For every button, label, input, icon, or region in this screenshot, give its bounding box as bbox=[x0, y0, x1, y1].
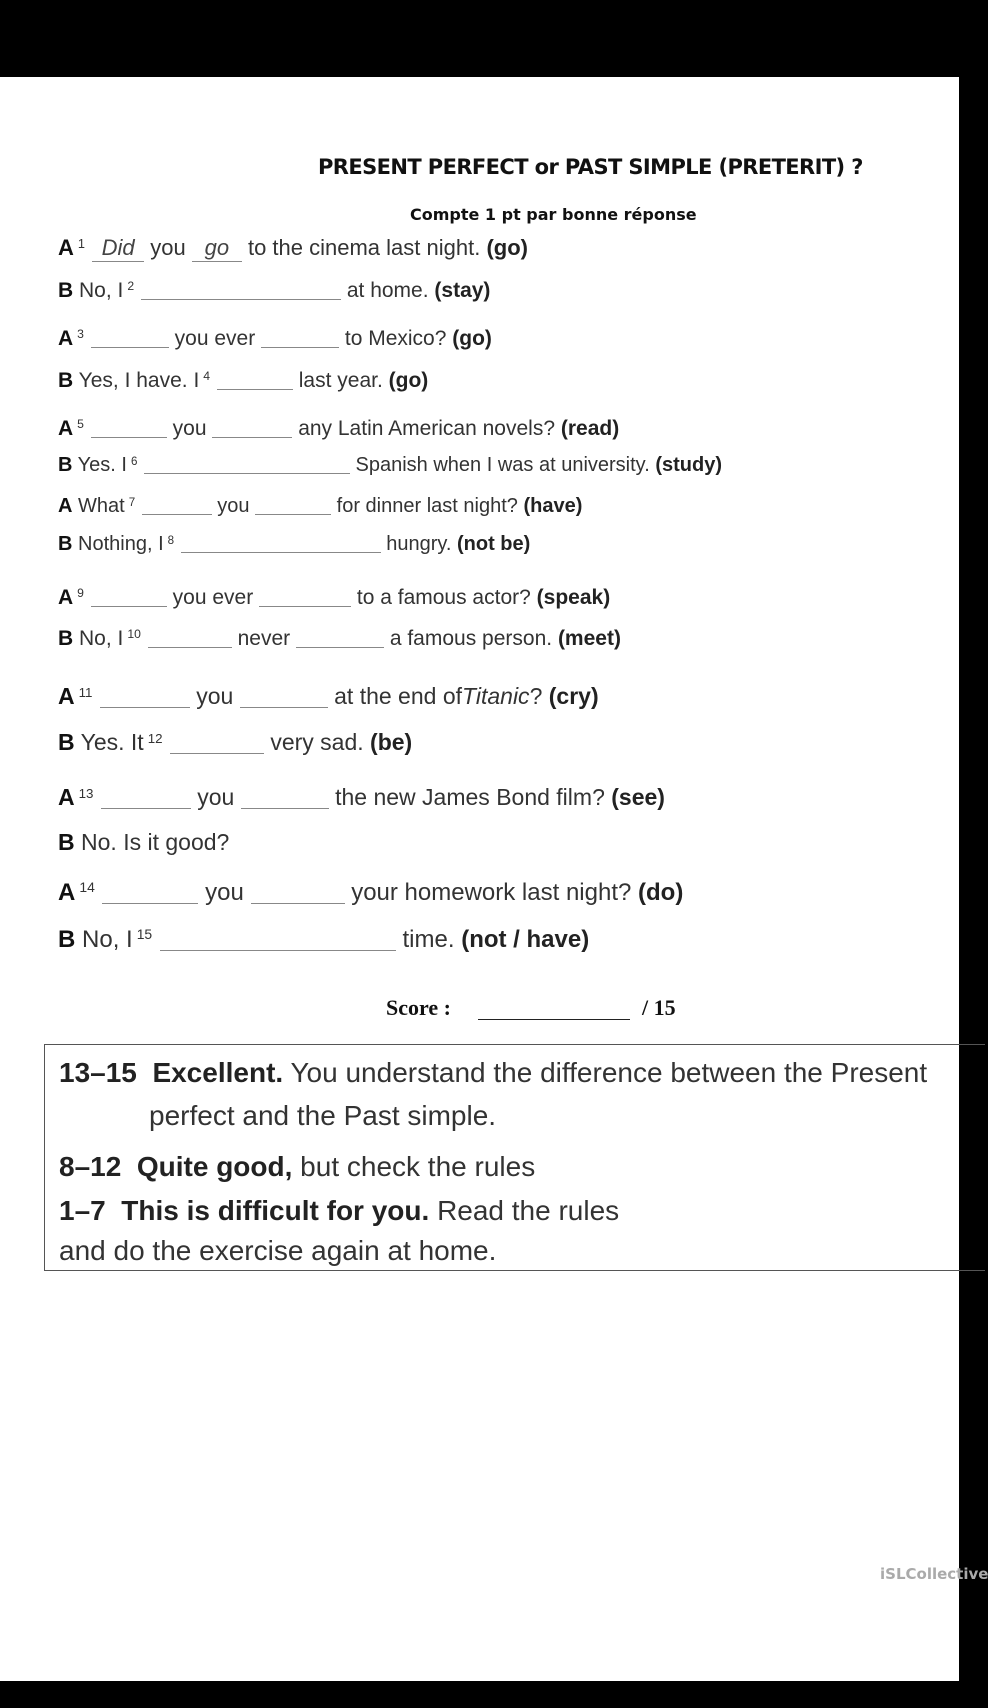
exercise-line bbox=[58, 454, 722, 477]
grading-scale-box bbox=[44, 1044, 985, 1271]
item-number: 11 bbox=[78, 684, 93, 700]
exercise-line bbox=[58, 533, 530, 556]
answer-blank-11a[interactable] bbox=[100, 684, 190, 708]
speaker-label: A bbox=[58, 417, 74, 440]
line-text: you bbox=[205, 879, 244, 906]
speaker-label: A bbox=[58, 683, 75, 709]
answer-blank-5a[interactable] bbox=[91, 416, 167, 438]
line-text: very sad. bbox=[270, 729, 364, 755]
answer-blank-11b[interactable] bbox=[240, 684, 328, 708]
speaker-label: B bbox=[58, 627, 74, 650]
line-text: to Mexico? bbox=[344, 327, 447, 350]
line-text: to a famous actor? bbox=[356, 586, 531, 609]
answer-blank-12[interactable] bbox=[170, 730, 264, 754]
item-number: 8 bbox=[167, 533, 175, 547]
line-text: you bbox=[172, 417, 207, 440]
speaker-label: A bbox=[58, 327, 74, 350]
exercise-line bbox=[58, 829, 229, 856]
answer-blank-7b[interactable] bbox=[255, 494, 331, 515]
line-text: a famous person. bbox=[389, 627, 553, 650]
verb-hint: (meet) bbox=[557, 627, 621, 650]
scale-excellent bbox=[59, 1057, 927, 1089]
speaker-label: B bbox=[58, 829, 75, 855]
exercise-line bbox=[58, 784, 665, 811]
speaker-label: B bbox=[58, 729, 75, 755]
worksheet-subtitle: Compte 1 pt par bonne réponse bbox=[410, 205, 697, 224]
exercise-line bbox=[58, 926, 589, 954]
verb-hint: (speak) bbox=[536, 586, 611, 609]
speaker-label: A bbox=[58, 586, 74, 609]
verb-hint: (see) bbox=[611, 784, 665, 810]
answer-blank-10a[interactable] bbox=[148, 626, 232, 648]
verb-hint: (cry) bbox=[548, 683, 599, 709]
watermark: iSLCollective bbox=[880, 1565, 988, 1583]
answer-blank-6[interactable] bbox=[144, 453, 350, 474]
verb-hint: (be) bbox=[370, 729, 413, 755]
score-label: Score : bbox=[386, 995, 451, 1020]
speaker-label: B bbox=[58, 454, 73, 476]
verb-hint: (have) bbox=[523, 495, 583, 517]
item-number: 15 bbox=[136, 926, 153, 943]
line-text: any Latin American novels? bbox=[298, 417, 556, 440]
exercise-line bbox=[58, 586, 610, 610]
worksheet bbox=[0, 77, 988, 1681]
scale-range: 13–15 bbox=[59, 1057, 137, 1088]
line-text: you ever bbox=[174, 327, 256, 350]
line-text: at the end of bbox=[334, 683, 463, 709]
item-number: 7 bbox=[128, 495, 136, 509]
verb-hint: (stay) bbox=[434, 279, 491, 302]
answer-blank-7a[interactable] bbox=[142, 494, 212, 515]
verb-hint: (study) bbox=[655, 454, 722, 476]
exercise-line bbox=[58, 495, 582, 518]
answer-1-part-1: Did bbox=[92, 235, 144, 262]
item-number: 5 bbox=[77, 417, 84, 432]
verb-hint: (do) bbox=[638, 879, 684, 906]
line-text: Nothing, I bbox=[78, 533, 164, 555]
item-number: 4 bbox=[203, 369, 211, 384]
item-number: 10 bbox=[127, 627, 141, 642]
verb-hint: (not / have) bbox=[461, 926, 590, 953]
scale-text: and do the exercise again at home. bbox=[59, 1235, 497, 1266]
line-text: time. bbox=[402, 926, 455, 953]
scale-range: 8–12 bbox=[59, 1151, 122, 1182]
line-text: No, I bbox=[79, 627, 124, 650]
item-number: 12 bbox=[147, 730, 163, 746]
answer-blank-14a[interactable] bbox=[102, 879, 198, 904]
item-number: 6 bbox=[130, 454, 138, 468]
answer-1-part-2: go bbox=[192, 235, 242, 262]
item-number: 9 bbox=[77, 586, 84, 601]
scale-text: Read the rules bbox=[437, 1195, 620, 1226]
line-text: No. Is it good? bbox=[81, 829, 230, 855]
line-text: you bbox=[197, 784, 235, 810]
verb-hint: (not be) bbox=[457, 533, 531, 555]
verb-hint: (go) bbox=[388, 369, 429, 392]
line-text: the new James Bond film? bbox=[335, 784, 605, 810]
exercise-line bbox=[58, 279, 490, 303]
answer-blank-3b[interactable] bbox=[261, 326, 339, 348]
score-blank[interactable] bbox=[478, 1019, 630, 1020]
scale-difficult-cont bbox=[59, 1235, 496, 1267]
speaker-label: A bbox=[58, 784, 75, 810]
answer-blank-5b[interactable] bbox=[212, 416, 292, 438]
scale-grade: This is difficult for you. bbox=[121, 1195, 430, 1226]
exercise-line bbox=[58, 729, 412, 756]
scale-grade: Quite good, bbox=[136, 1151, 293, 1182]
answer-blank-13b[interactable] bbox=[241, 785, 329, 809]
scale-quite-good bbox=[59, 1151, 535, 1183]
item-number: 13 bbox=[78, 785, 94, 801]
answer-blank-8[interactable] bbox=[181, 532, 381, 553]
speaker-label: A bbox=[58, 879, 76, 906]
answer-blank-4[interactable] bbox=[217, 368, 293, 390]
answer-blank-3a[interactable] bbox=[91, 326, 169, 348]
answer-blank-9b[interactable] bbox=[259, 585, 351, 607]
line-text: No, I bbox=[82, 926, 133, 953]
answer-blank-14b[interactable] bbox=[251, 879, 345, 904]
line-text: ? bbox=[529, 683, 543, 709]
item-number: 1 bbox=[77, 235, 85, 251]
exercise-line bbox=[58, 369, 428, 393]
answer-blank-15[interactable] bbox=[160, 926, 396, 951]
line-text: never bbox=[237, 627, 291, 650]
item-number: 3 bbox=[77, 327, 84, 342]
line-text: you bbox=[196, 683, 234, 709]
line-text: at home. bbox=[346, 279, 429, 302]
worksheet-title: PRESENT PERFECT or PAST SIMPLE (PRETERIT) ? bbox=[318, 155, 863, 179]
scale-text: perfect and the Past simple. bbox=[149, 1100, 497, 1131]
score-total: / 15 bbox=[642, 995, 676, 1020]
verb-hint: (go) bbox=[452, 327, 492, 350]
line-text: Yes. It bbox=[80, 729, 144, 755]
exercise-line bbox=[58, 683, 599, 710]
line-text: No, I bbox=[79, 279, 124, 302]
scale-excellent-cont bbox=[149, 1100, 496, 1132]
speaker-label: B bbox=[58, 369, 74, 392]
line-text: to the cinema last night. bbox=[247, 235, 481, 260]
scale-range: 1–7 bbox=[59, 1195, 106, 1226]
exercise-line bbox=[58, 879, 683, 907]
exercise-line bbox=[58, 235, 528, 262]
exercise-line bbox=[58, 417, 619, 441]
answer-blank-13a[interactable] bbox=[101, 785, 191, 809]
line-text: you bbox=[150, 235, 186, 260]
line-text: last year. bbox=[298, 369, 383, 392]
line-text: for dinner last night? bbox=[336, 495, 518, 517]
line-text: Yes. I bbox=[77, 454, 127, 476]
scale-text: You understand the difference between the Present bbox=[290, 1057, 928, 1088]
line-text: Yes, I have. I bbox=[78, 369, 200, 392]
scale-grade: Excellent. bbox=[152, 1057, 284, 1088]
exercise-line bbox=[58, 627, 621, 651]
speaker-label: B bbox=[58, 279, 74, 302]
item-number: 14 bbox=[79, 879, 95, 896]
answer-blank-2[interactable] bbox=[141, 278, 341, 300]
line-text: Spanish when I was at university. bbox=[355, 454, 650, 476]
exercise-line bbox=[58, 327, 492, 351]
answer-blank-9a[interactable] bbox=[91, 585, 167, 607]
speaker-label: A bbox=[58, 495, 73, 517]
film-title: Titanic bbox=[462, 683, 530, 709]
item-number: 2 bbox=[127, 279, 135, 294]
verb-hint: (go) bbox=[486, 235, 528, 260]
speaker-label: B bbox=[58, 926, 76, 953]
scale-text: but check the rules bbox=[300, 1151, 536, 1182]
speaker-label: A bbox=[58, 235, 74, 260]
line-text: you ever bbox=[172, 586, 254, 609]
speaker-label: B bbox=[58, 533, 73, 555]
line-text: you bbox=[217, 495, 250, 517]
line-text: hungry. bbox=[386, 533, 452, 555]
line-text: What bbox=[78, 495, 125, 517]
line-text: your homework last night? bbox=[351, 879, 632, 906]
scale-difficult bbox=[59, 1195, 619, 1227]
verb-hint: (read) bbox=[560, 417, 620, 440]
answer-blank-10b[interactable] bbox=[296, 626, 384, 648]
